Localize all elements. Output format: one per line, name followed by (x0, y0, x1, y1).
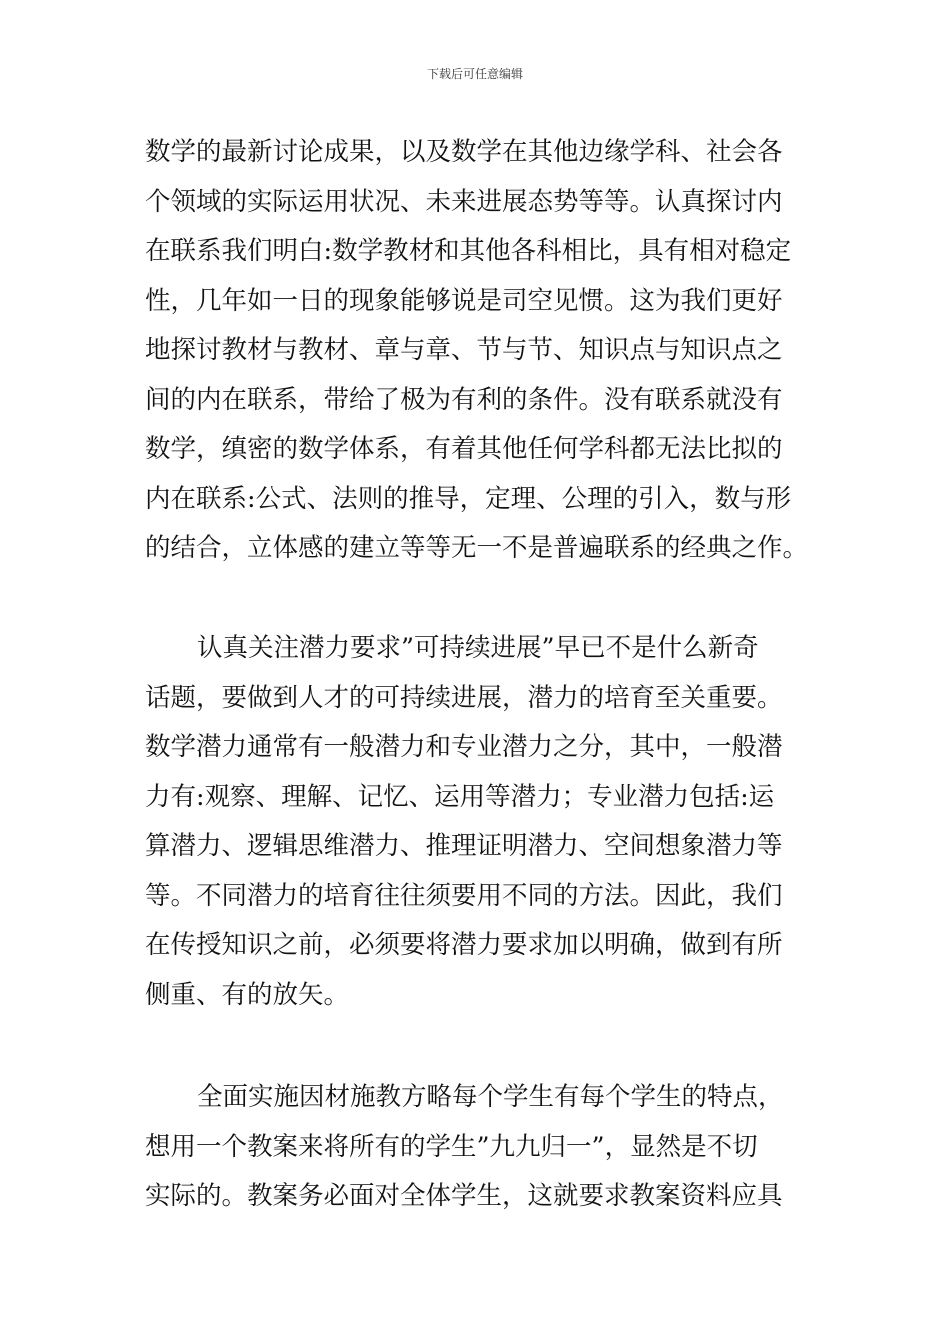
text-line: 内在联系:公式、法则的推导，定理、公理的引入，数与形 (145, 483, 792, 514)
page-header: 下载后可任意编辑 (426, 67, 523, 81)
text-line: 地探讨教材与教材、章与章、节与节、知识点与知识点之 (145, 335, 783, 365)
text-line: 数学潜力通常有一般潜力和专业潜力之分，其中，一般潜 (145, 732, 783, 762)
text-line: 在联系我们明白:数学教材和其他各科相比，具有相对稳定 (145, 236, 792, 266)
text-line: 的结合，立体感的建立等等无一不是普遍联系的经典之作。 (145, 533, 809, 563)
text-line: 想用一个教案来将所有的学生”九九归一”，显然是不切 (145, 1131, 758, 1162)
text-line: 间的内在联系，带给了极为有利的条件。没有联系就没有 (145, 384, 783, 415)
text-line: 话题，要做到人才的可持续进展，潜力的培育至关重要。 (145, 682, 783, 713)
text-line: 实际的。教案务必面对全体学生，这就要求教案资料应具 (145, 1181, 783, 1211)
text-line: 数学，缜密的数学体系，有着其他任何学科都无法比拟的 (145, 434, 783, 464)
text-line: 在传授知识之前，必须要将潜力要求加以明确，做到有所 (145, 930, 783, 960)
text-line: 侧重、有的放矢。 (145, 979, 350, 1010)
paragraph-3 (145, 1073, 815, 1222)
text-line: 力有:观察、理解、记忆、运用等潜力；专业潜力包括:运 (145, 781, 775, 812)
text-line: 个领域的实际运用状况、未来进展态势等等。认真探讨内 (145, 186, 783, 217)
text-line: 性，几年如一日的现象能够说是司空见惯。这为我们更好 (145, 285, 783, 316)
text-line: 认真关注潜力要求”可持续进展”早已不是什么新奇 (197, 633, 759, 663)
text-line: 等。不同潜力的培育往往须要用不同的方法。因此，我们 (145, 880, 783, 911)
text-line: 数学的最新讨论成果，以及数学在其他边缘学科、社会各 (145, 137, 783, 167)
text-line: 全面实施因材施教方略每个学生有每个学生的特点， (197, 1082, 784, 1112)
paragraph-2 (145, 624, 815, 1020)
paragraph-1 (145, 128, 815, 574)
text-line: 算潜力、逻辑思维潜力、推理证明潜力、空间想象潜力等 (145, 831, 783, 861)
